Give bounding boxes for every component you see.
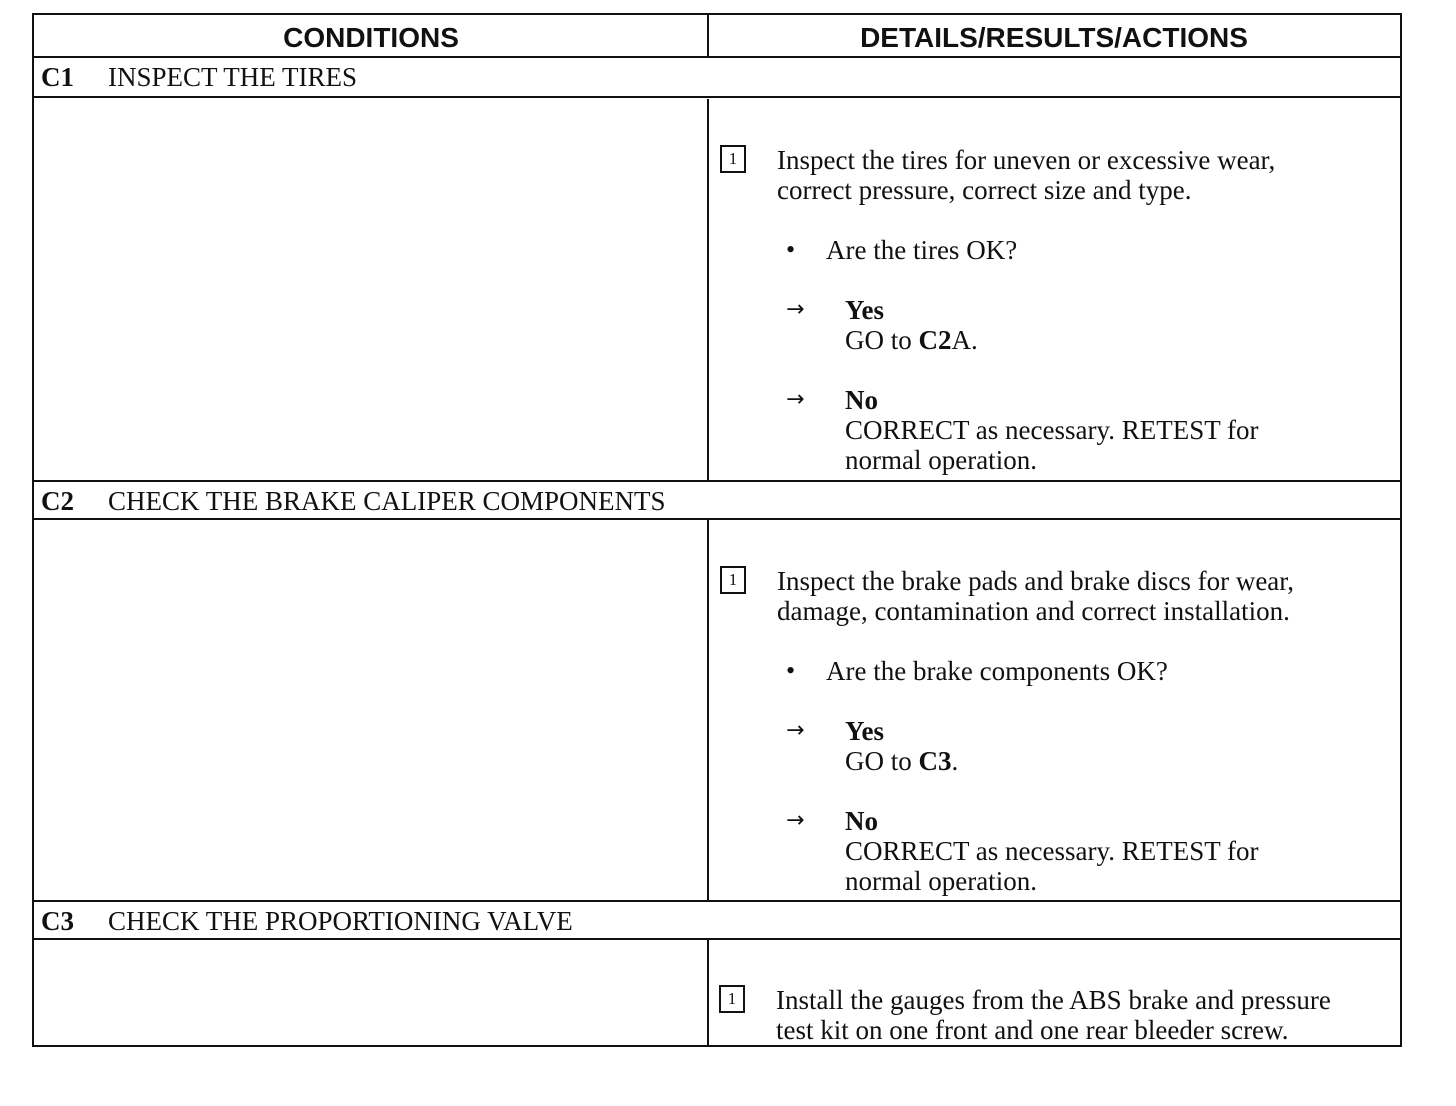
step-number-box: 1 bbox=[720, 145, 746, 173]
section-title-c3 bbox=[34, 900, 1400, 940]
no-answer: No CORRECT as necessary. RETEST for normal operation. bbox=[845, 806, 1259, 896]
section-heading: INSPECT THE TIRES bbox=[108, 62, 358, 92]
step-instruction: Install the gauges from the ABS brake and pressure test kit on one front and one rear bleeder screw. bbox=[776, 985, 1331, 1045]
section-title-c2 bbox=[34, 480, 1400, 520]
section-heading: CHECK THE BRAKE CALIPER COMPONENTS bbox=[108, 486, 666, 516]
question-text: Are the tires OK? bbox=[826, 235, 1018, 265]
step-number-box: 1 bbox=[720, 566, 746, 594]
section-title-c1 bbox=[34, 58, 1400, 98]
arrow-right-icon: → bbox=[786, 387, 805, 412]
table-header bbox=[34, 15, 1400, 58]
conditions-header: CONDITIONS bbox=[283, 22, 459, 53]
arrow-right-icon: → bbox=[786, 297, 805, 322]
no-answer: No CORRECT as necessary. RETEST for normal operation. bbox=[845, 385, 1259, 475]
bullet-icon: • bbox=[786, 235, 796, 264]
arrow-right-icon: → bbox=[786, 808, 805, 833]
step-instruction: Inspect the tires for uneven or excessive wear, correct pressure, correct size and type. bbox=[777, 145, 1276, 205]
column-divider bbox=[707, 940, 709, 1045]
step-instruction: Inspect the brake pads and brake discs for wear, damage, contamination and correct installation. bbox=[777, 566, 1294, 626]
column-divider bbox=[707, 15, 709, 58]
step-number-box: 1 bbox=[719, 985, 745, 1013]
section-heading: CHECK THE PROPORTIONING VALVE bbox=[108, 906, 573, 936]
section-code: C1 bbox=[41, 62, 74, 92]
column-divider bbox=[707, 99, 709, 481]
details-header: DETAILS/RESULTS/ACTIONS bbox=[860, 22, 1248, 53]
bullet-icon: • bbox=[786, 656, 796, 685]
column-divider bbox=[707, 520, 709, 902]
arrow-right-icon: → bbox=[786, 718, 805, 743]
question-text: Are the brake components OK? bbox=[826, 656, 1168, 686]
section-code: C2 bbox=[41, 486, 74, 516]
yes-answer: Yes GO to C3. bbox=[845, 716, 959, 776]
diagnostic-table bbox=[32, 13, 1402, 1047]
section-code: C3 bbox=[41, 906, 74, 936]
yes-answer: Yes GO to C2A. bbox=[845, 295, 978, 355]
